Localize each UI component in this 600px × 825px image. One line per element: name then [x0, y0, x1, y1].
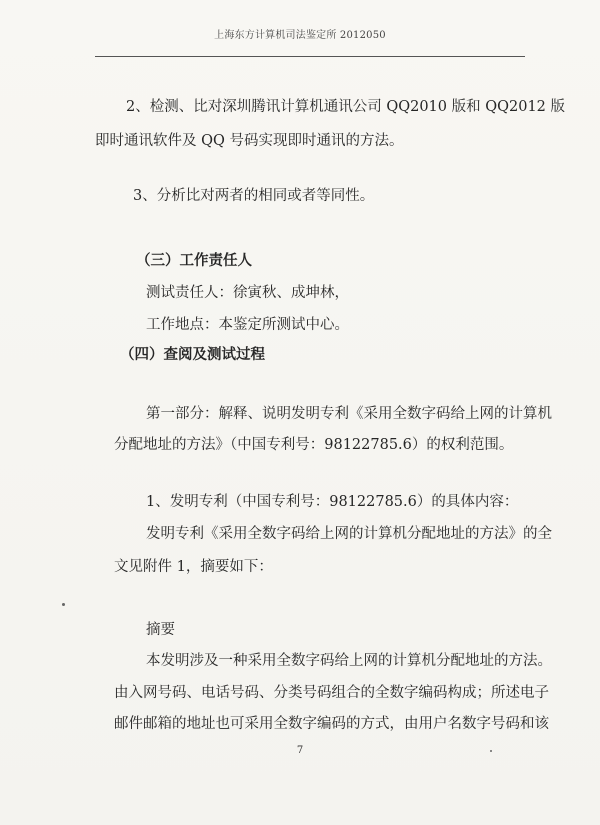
description-line-2: 文见附件 1，摘要如下：	[114, 559, 273, 575]
sub-item-1: 1、发明专利（中国专利号：98122785.6）的具体内容：	[146, 494, 519, 510]
section-4-heading: （四）查阅及测试过程	[120, 346, 265, 363]
abstract-line-3: 邮件邮箱的地址也可采用全数字编码的方式，由用户名数字号码和该	[114, 716, 549, 732]
location-line: 工作地点：本鉴定所测试中心。	[146, 317, 349, 333]
description-line-1: 发明专利《采用全数字码给上网的计算机分配地址的方法》的全	[146, 526, 552, 542]
page-header: 上海东方计算机司法鉴定所 2012050	[214, 30, 386, 41]
scan-speck	[62, 603, 65, 606]
abstract-heading: 摘要	[146, 622, 175, 638]
abstract-line-2: 由入网号码、电话号码、分类号码组合的全数字编码构成；所述电子	[114, 685, 549, 701]
page-number: 7	[296, 745, 304, 756]
abstract-line-1: 本发明涉及一种采用全数字码给上网的计算机分配地址的方法。	[146, 653, 552, 669]
header-rule	[95, 56, 525, 57]
part-1-line-2: 分配地址的方法》（中国专利号：98122785.6）的权利范围。	[114, 437, 514, 453]
scan-speck	[490, 750, 492, 752]
testers-line: 测试责任人：徐寅秋、成坤林，	[146, 285, 349, 301]
part-1-line-1: 第一部分：解释、说明发明专利《采用全数字码给上网的计算机	[146, 406, 552, 422]
item-2-line-1: 2、检测、比对深圳腾讯计算机通讯公司 QQ2010 版和 QQ2012 版	[126, 99, 566, 115]
item-2-line-2: 即时通讯软件及 QQ 号码实现即时通讯的方法。	[95, 133, 404, 149]
item-3: 3、分析比对两者的相同或者等同性。	[133, 188, 375, 204]
section-3-heading: （三）工作责任人	[136, 252, 252, 269]
